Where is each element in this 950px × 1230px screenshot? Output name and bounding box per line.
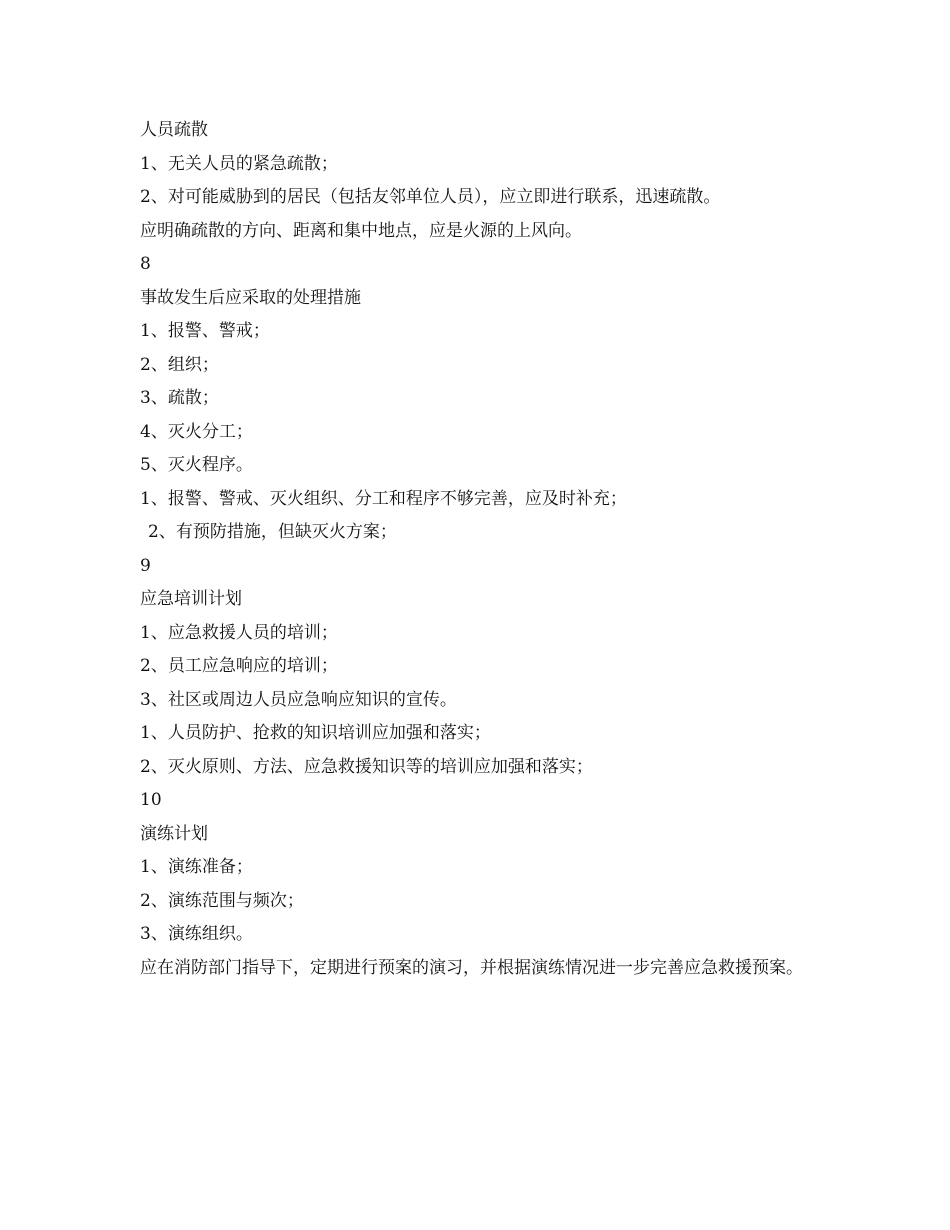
list-item: 1、无关人员的紧急疏散； <box>140 153 338 174</box>
list-item: 3、演练组织。 <box>140 924 253 944</box>
list-item: 2、组织； <box>140 354 219 375</box>
list-item: 2、员工应急响应的培训； <box>140 656 338 676</box>
list-item: 2、对可能威胁到的居民（包括友邻单位人员），应立即进行联系，迅速疏散。 <box>140 187 721 207</box>
list-item: 3、社区或周边人员应急响应知识的宣传。 <box>140 689 457 710</box>
note-line: 2、有预防措施，但缺灭火方案； <box>148 522 397 542</box>
list-item: 5、灭火程序。 <box>140 455 253 475</box>
list-item: 1、应急救援人员的培训； <box>140 622 338 643</box>
list-item: 1、报警、警戒； <box>140 321 270 341</box>
section-number: 9 <box>140 555 151 576</box>
note-line: 1、报警、警戒、灭火组织、分工和程序不够完善，应及时补充； <box>140 488 627 509</box>
section-heading: 事故发生后应采取的处理措施 <box>140 287 361 308</box>
list-item: 4、灭火分工； <box>140 421 253 442</box>
note-line: 应明确疏散的方向、距离和集中地点，应是火源的上风向。 <box>140 220 582 241</box>
list-item: 3、疏散； <box>140 388 219 408</box>
note-paragraph: 应在消防部门指导下，定期进行预案的演习，并根据演练情况进一步完善应急救援预案。 <box>140 957 803 978</box>
section-number: 8 <box>140 254 151 274</box>
note-line: 1、人员防护、抢救的知识培训应加强和落实； <box>140 723 491 743</box>
section-number: 10 <box>140 790 162 810</box>
section-heading: 人员疏散 <box>140 120 208 140</box>
section-heading: 应急培训计划 <box>140 589 242 609</box>
document-body <box>140 114 820 985</box>
list-item: 1、演练准备； <box>140 857 253 877</box>
list-item: 2、演练范围与频次； <box>140 890 304 911</box>
note-line: 2、灭火原则、方法、应急救援知识等的培训应加强和落实； <box>140 756 593 777</box>
section-heading: 演练计划 <box>140 823 208 844</box>
